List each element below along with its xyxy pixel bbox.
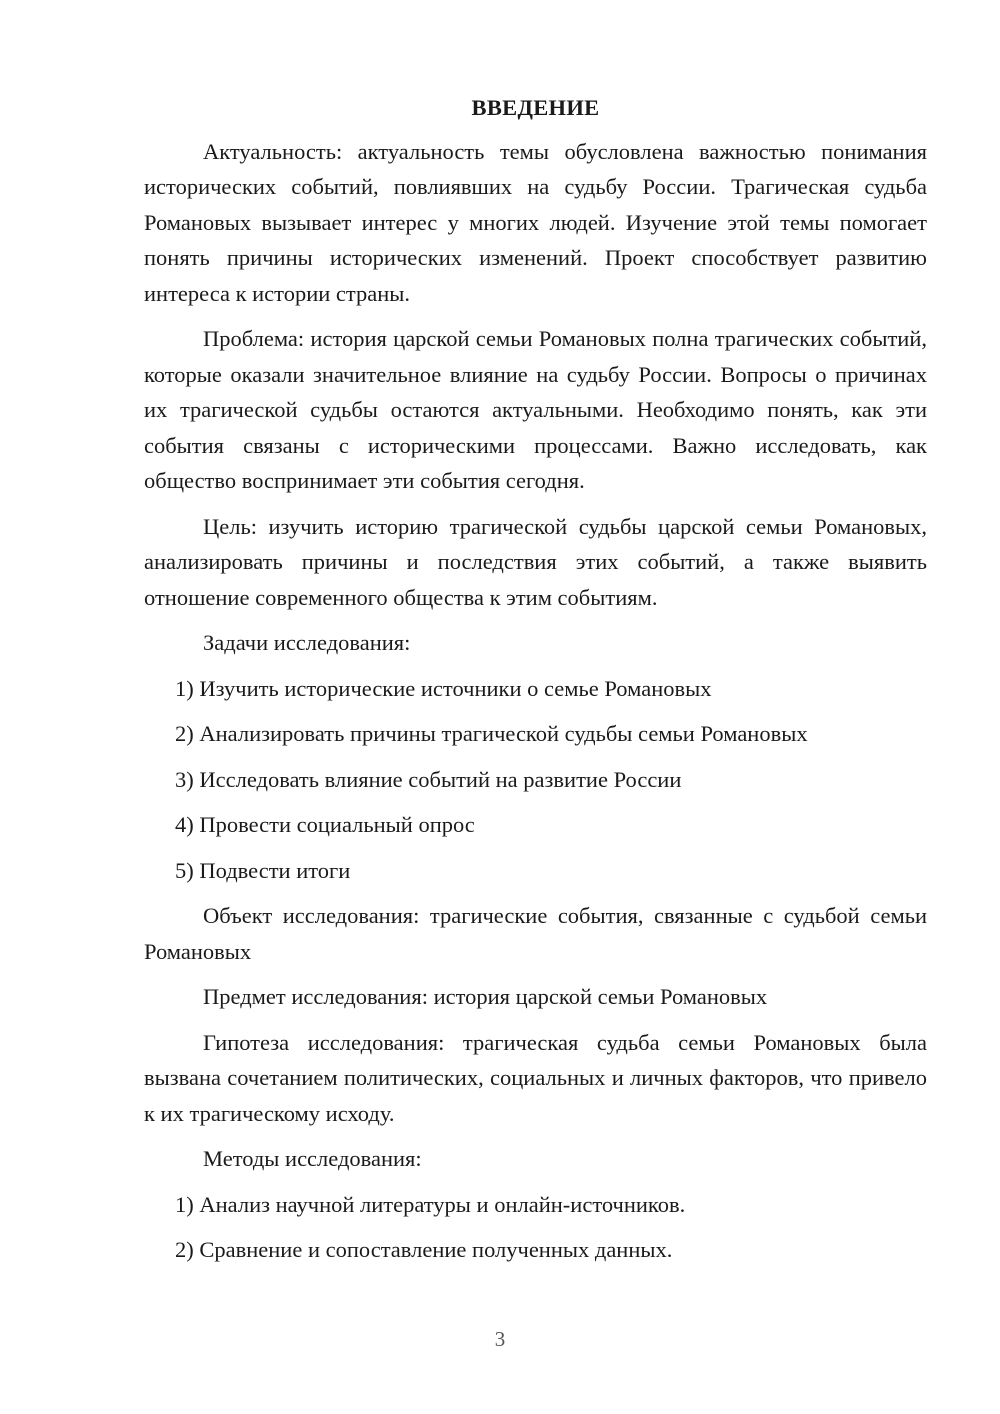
page-number: 3 xyxy=(494,1327,506,1351)
methods-list xyxy=(144,1187,927,1268)
section-title: ВВЕДЕНИЕ xyxy=(471,95,600,120)
document-page xyxy=(144,90,927,1278)
tasks-heading: Задачи исследования: xyxy=(203,630,411,655)
list-item: 2) Анализировать причины трагической судьбы семьи Романовых xyxy=(175,721,808,746)
list-item: 5) Подвести итоги xyxy=(175,857,351,883)
list-item: 1) Анализ научной литературы и онлайн-источников. xyxy=(175,1191,686,1217)
tasks-list xyxy=(144,671,927,889)
subject-paragraph: Предмет исследования: история царской семьи Романовых xyxy=(203,984,768,1009)
hypothesis-paragraph: Гипотеза исследования: трагическая судьба семьи Романовых была вызвана сочетанием политических, социальных и личных факторов, что привело к их трагическому исходу. xyxy=(144,1029,927,1126)
list-item: 2) Сравнение и сопоставление полученных данных. xyxy=(175,1237,673,1262)
problem-paragraph: Проблема: история царской семьи Романовых полна трагических событий, которые оказали значительное влияние на судьбу России. Вопросы о причинах их трагической судьбы остаются актуальными. Необходимо понять, как эти события связаны с историческими процессами. Важно исследовать, как общество воспринимает эти события сегодня. xyxy=(144,326,927,493)
relevance-paragraph: Актуальность: актуальность темы обусловлена важностью понимания исторических событий, повлиявших на судьбу России. Трагическая судьба Романовых вызывает интерес у многих людей. Изучение этой темы помогает понять причины исторических изменений. Проект способствует развитию интереса к истории страны. xyxy=(144,138,927,306)
object-paragraph: Объект исследования: трагические события, связанные с судьбой семьи Романовых xyxy=(144,903,927,964)
list-item: 3) Исследовать влияние событий на развитие России xyxy=(175,766,682,792)
list-item: 1) Изучить исторические источники о семье Романовых xyxy=(175,675,712,701)
list-item: 4) Провести социальный опрос xyxy=(175,812,475,837)
goal-paragraph: Цель: изучить историю трагической судьбы царской семьи Романовых, анализировать причины и последствия этих событий, а также выявить отношение современного общества к этим событиям. xyxy=(144,513,927,610)
methods-heading: Методы исследования: xyxy=(203,1146,422,1171)
